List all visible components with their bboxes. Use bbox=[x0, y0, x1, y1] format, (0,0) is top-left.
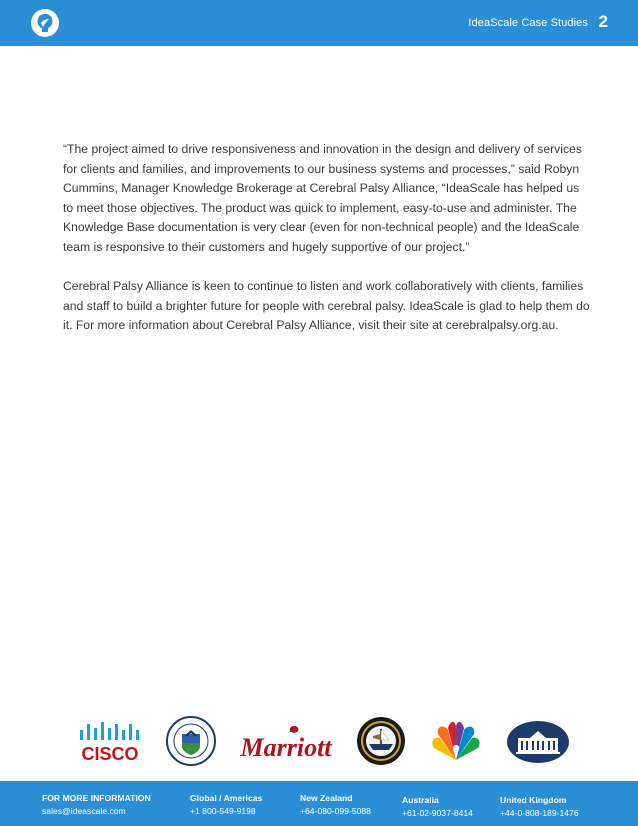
navy-seal-logo bbox=[356, 716, 406, 766]
page-number: 2 bbox=[598, 12, 608, 31]
office-region: United Kingdom bbox=[500, 795, 567, 805]
footer-info-label: FOR MORE INFORMATION bbox=[42, 793, 151, 803]
footer-email-link[interactable]: sales@ideascale.com bbox=[42, 806, 126, 816]
case-study-body bbox=[63, 140, 591, 356]
client-logos bbox=[60, 714, 600, 770]
office-phone: +1 800-549-9198 bbox=[190, 806, 256, 816]
dhs-seal-logo bbox=[166, 716, 216, 766]
footer-office-global bbox=[190, 792, 262, 818]
nbc-peacock-logo bbox=[426, 718, 486, 766]
footer-office-new-zealand bbox=[300, 792, 371, 818]
marriott-wordmark: Marriott bbox=[240, 733, 332, 762]
footer-contact bbox=[42, 792, 151, 818]
office-region: New Zealand bbox=[300, 793, 353, 803]
office-phone: +61-02-9037-8414 bbox=[402, 808, 473, 818]
cisco-wordmark: CISCO bbox=[81, 744, 139, 764]
office-region: Global / Americas bbox=[190, 793, 263, 803]
quote-paragraph: “The project aimed to drive responsiveness and innovation in the design and delivery of services for clients and families, and improvements to our business systems and processes,” said Robyn Cummins, Manager Knowledge Brokerage at Cerebral Palsy Alliance, “IdeaScale has helped us to meet those objectives. The product was quick to implement, easy-to-use and administer. The Knowledge Base documentation is very clear (even for non-technical people) and the IdeaScale team is responsive to their customers and hugely supportive of our project.” bbox=[63, 142, 582, 254]
office-phone: +64-080-099-5088 bbox=[300, 806, 371, 816]
footer-office-australia bbox=[402, 794, 473, 820]
marriott-logo bbox=[236, 724, 336, 764]
office-region: Australia bbox=[402, 795, 439, 805]
ideascale-logo-icon bbox=[30, 8, 60, 38]
header-title: IdeaScale Case Studies bbox=[468, 17, 588, 29]
page-header bbox=[0, 0, 638, 46]
page-footer bbox=[0, 781, 638, 826]
white-house-logo bbox=[506, 720, 570, 764]
office-phone: +44-0-808-189-1476 bbox=[500, 808, 579, 818]
cisco-logo bbox=[76, 720, 144, 764]
closing-paragraph: Cerebral Palsy Alliance is keen to continue to listen and work collaboratively with clients, families and staff to build a brighter future for people with cerebral palsy. IdeaScale is glad to help them do it. For more information about Cerebral Palsy Alliance, visit their site at cerebralpalsy.org.au. bbox=[63, 279, 590, 333]
footer-office-united-kingdom bbox=[500, 794, 579, 820]
